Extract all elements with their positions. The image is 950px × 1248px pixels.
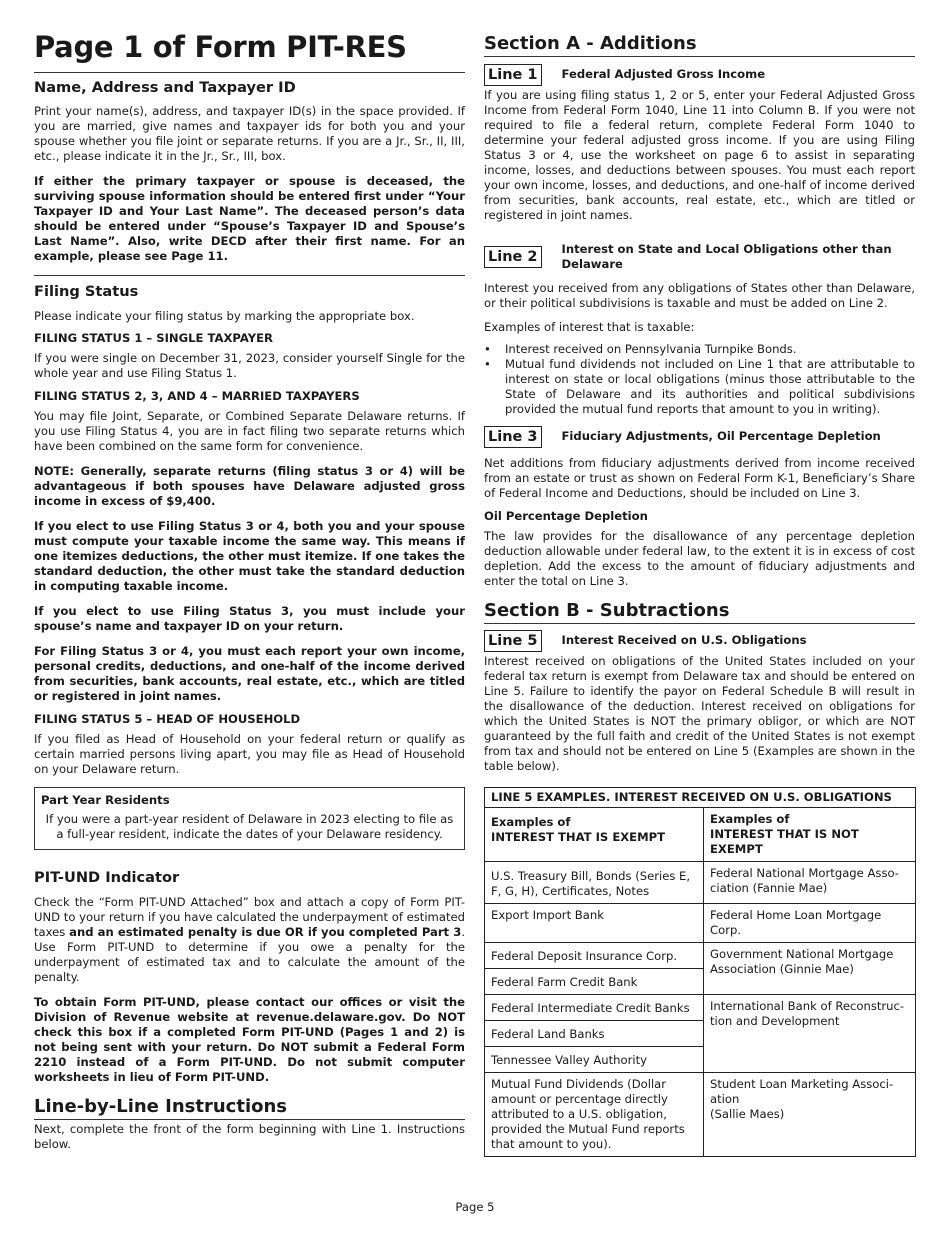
section-b-heading: Section B - Subtractions	[484, 599, 915, 624]
line2-examples-intro: Examples of interest that is taxable:	[484, 320, 695, 334]
oil-depletion-heading: Oil Percentage Depletion	[484, 509, 648, 523]
line3-header	[484, 426, 915, 448]
table-cell: International Bank of Reconstruc-tion and Development	[704, 995, 916, 1073]
line2-examples-list	[484, 342, 915, 417]
fs234-heading: FILING STATUS 2, 3, AND 4 – MARRIED TAXPAYERS	[34, 389, 360, 403]
table-cell: Tennessee Valley Authority	[485, 1047, 704, 1073]
fs234-text: You may file Joint, Separate, or Combined Separate Delaware returns. If you use Filing Status 4, you are in fact filing two separate returns which have been combined on the same form for convenience.	[34, 409, 465, 453]
table-caption: LINE 5 EXAMPLES. INTEREST RECEIVED ON U.S. OBLIGATIONS	[485, 788, 916, 808]
part-year-residents-box	[34, 787, 465, 850]
line2-label: Line 2	[484, 246, 542, 268]
list-item: • Interest received on Pennsylvania Turnpike Bonds.	[484, 342, 915, 357]
note-separate-returns: NOTE: Generally, separate returns (filing status 3 or 4) will be advantageous if both spouses have Delaware adjusted gross income in excess of $9,400.	[34, 464, 465, 508]
table-header-exempt: Examples of INTEREST THAT IS EXEMPT	[485, 808, 704, 862]
fs5-text: If you filed as Head of Household on your federal return or qualify as certain married persons living apart, you may file as Head of Household on your Delaware return.	[34, 732, 465, 776]
pit-und-obtain-text: To obtain Form PIT-UND, please contact our offices or visit the Division of Revenue website at revenue.delaware.gov. Do NOT check this box if a completed Form PIT-UND (Pages 1 and 2) is not being sent with your return. Do NOT submit a Federal Form 2210 instead of a Form PIT-UND. Do not submit computer worksheets in lieu of Form PIT-UND.	[34, 995, 465, 1084]
line5-header	[484, 630, 915, 652]
line3-label: Line 3	[484, 426, 542, 448]
line1-text: If you are using filing status 1, 2 or 5, enter your Federal Adjusted Gross Income from Federal Form 1040, Line 11 into Column B. If you were not required to file a federal return, complete Federal Form 1040 to determine your federal adjusted gross income. If you are using Filing Status 3 or 4, use the worksheet on page 6 to assist in separating income, losses, and deductions between spouses. You must each report your own income, losses, and deductions, and one-half of income derived from securities, bank accounts, real estate, etc., which are titled or registered in joint names.	[484, 88, 915, 222]
list-item: • Mutual fund dividends not included on Line 1 that are attributable to interest on state or local obligations (minus those attributable to the State of Delaware and its authorities and political subdivisions provided the mutual fund reports that amount to you in writing).	[484, 357, 915, 417]
table-cell: Student Loan Marketing Associ-ation (Sallie Maes)	[704, 1073, 916, 1157]
table-cell: Federal Land Banks	[485, 1021, 704, 1047]
note-report-own-income: For Filing Status 3 or 4, you must each report your own income, personal credits, deductions, and one-half of the income derived from securities, bank accounts, real estate, etc., which are titled or registered in joint names.	[34, 644, 465, 703]
table-cell: Federal National Mortgage Asso-ciation (Fannie Mae)	[704, 862, 916, 904]
line-by-line-heading: Line-by-Line Instructions	[34, 1095, 465, 1120]
fs5-heading: FILING STATUS 5 – HEAD OF HOUSEHOLD	[34, 712, 301, 726]
page-title: Page 1 of Form PIT-RES	[34, 30, 407, 64]
line5-examples-table	[484, 787, 916, 1157]
line1-header	[484, 64, 915, 86]
table-cell: Federal Intermediate Credit Banks	[485, 995, 704, 1021]
pit-und-heading: PIT-UND Indicator	[34, 869, 180, 886]
table-cell: Federal Farm Credit Bank	[485, 969, 704, 995]
fs1-heading: FILING STATUS 1 – SINGLE TAXPAYER	[34, 331, 273, 345]
line2-text: Interest you received from any obligations of States other than Delaware, or their political subdivisions is taxable and must be added on Line 2.	[484, 281, 915, 310]
line1-title: Federal Adjusted Gross Income	[561, 67, 766, 81]
line3-text: Net additions from fiduciary adjustments derived from income received from an estate or trust as shown on Federal Form K-1, Beneficiary’s Share of Federal Income and Deductions, should be included on Line 3.	[484, 456, 915, 500]
section-a-heading: Section A - Additions	[484, 32, 915, 57]
line3-title: Fiduciary Adjustments, Oil Percentage Depletion	[561, 429, 881, 443]
left-column	[34, 28, 465, 1152]
line2-header	[484, 242, 915, 272]
table-cell: Federal Home Loan Mortgage Corp.	[704, 904, 916, 943]
part-year-text: If you were a part-year resident of Delaware in 2023 electing to file as a full-year resident, indicate the dates of your Delaware residency.	[45, 812, 454, 841]
line5-text: Interest received on obligations of the United States included on your federal tax return is exempt from Delaware tax and should be entered on Line 5. Failure to identify the payor on Federal Schedule B will result in the disallowance of the deduction. Interest received on obligations for which the United States is NOT the primary obligor, or which are NOT guaranteed by the full faith and credit of the United States is not exempt from tax and should not be entered on Line 5 (Examples are shown in the table below).	[484, 654, 915, 773]
name-address-text: Print your name(s), address, and taxpayer ID(s) in the space provided. If you are married, give names and taxpayer ids for both you and your spouse whether you file joint or separate returns. If you are a Jr., Sr., II, III, etc., please indicate it in the Jr., Sr., III, box.	[34, 104, 465, 163]
line5-label: Line 5	[484, 630, 542, 652]
line5-title: Interest Received on U.S. Obligations	[561, 633, 807, 647]
oil-depletion-text: The law provides for the disallowance of any percentage depletion deduction allowable under federal law, to the extent it is in excess of cost depletion. Add the excess to the amount of fiduciary adjustments and enter the total on Line 3.	[484, 529, 915, 588]
table-cell: U.S. Treasury Bill, Bonds (Series E, F, G, H), Certificates, Notes	[485, 862, 704, 904]
note-compute-same-way: If you elect to use Filing Status 3 or 4, both you and your spouse must compute your taxable income the same way. This means if one itemizes deductions, the other must itemize. If one takes the standard deduction, the other must take the standard deduction in computing taxable income.	[34, 519, 465, 593]
line-by-line-text: Next, complete the front of the form beginning with Line 1. Instructions below.	[34, 1122, 465, 1151]
table-cell: Export Import Bank	[485, 904, 704, 943]
table-cell: Mutual Fund Dividends (Dollar amount or percentage directly attributed to a U.S. obligation, provided the Mutual Fund reports that amount to you).	[485, 1073, 704, 1157]
filing-status-intro: Please indicate your filing status by marking the appropriate box.	[34, 309, 415, 323]
right-column	[484, 32, 915, 1157]
note-spouse-name: If you elect to use Filing Status 3, you must include your spouse’s name and taxpayer ID on your return.	[34, 604, 465, 633]
page-number: Page 5	[455, 1200, 495, 1214]
line2-title: Interest on State and Local Obligations other than Delaware	[561, 242, 892, 271]
table-header-not-exempt: Examples of INTEREST THAT IS NOT EXEMPT	[704, 808, 916, 862]
pit-und-text: Check the “Form PIT-UND Attached” box and attach a copy of Form PIT-UND to your return if you have calculated the underpayment of estimated taxes and an estimated penalty is due OR if you completed Part 3. Use Form PIT-UND to determine if you owe a penalty for the underpayment of estimated tax and to calculate the amount of the penalty.	[34, 895, 465, 984]
fs1-text: If you were single on December 31, 2023, consider yourself Single for the whole year and use Filing Status 1.	[34, 351, 465, 380]
line1-label: Line 1	[484, 64, 542, 86]
name-address-heading: Name, Address and Taxpayer ID	[34, 79, 296, 96]
deceased-note: If either the primary taxpayer or spouse is deceased, the surviving spouse information should be entered first under “Your Taxpayer ID and Your Last Name”. The deceased person’s data should be entered under “Spouse’s Taxpayer ID and Spouse’s Last Name”. Also, write DECD after their first name. For an example, please see Page 11.	[34, 174, 465, 263]
table-cell: Federal Deposit Insurance Corp.	[485, 943, 704, 969]
table-cell: Government National Mortgage Association (Ginnie Mae)	[704, 943, 916, 995]
part-year-title: Part Year Residents	[41, 793, 170, 807]
filing-status-heading: Filing Status	[34, 283, 139, 300]
